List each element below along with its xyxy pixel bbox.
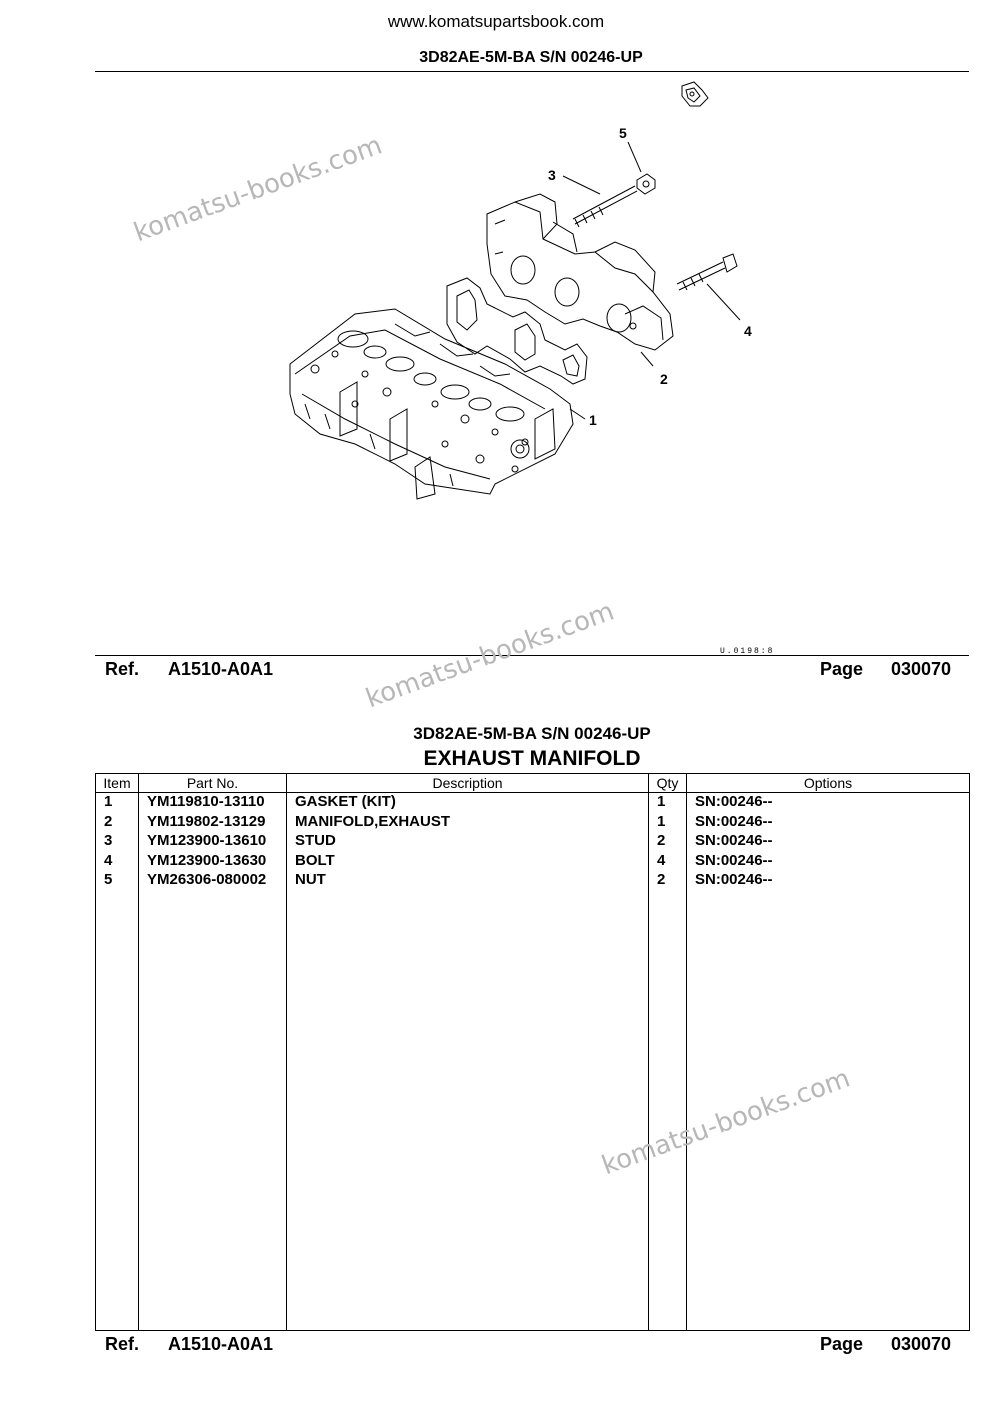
cell-part-no: YM123900-13610 (139, 832, 287, 852)
cell-qty: 1 (649, 813, 687, 833)
col-header-description: Description (287, 774, 649, 793)
ref-label-upper: Ref. (105, 659, 140, 679)
table-row (96, 832, 970, 852)
leader-line-5 (628, 142, 641, 172)
header-rule (95, 71, 969, 72)
callout-5: 5 (619, 125, 627, 141)
cell-item: 4 (96, 852, 139, 872)
cylinder-head-part (290, 309, 573, 499)
cell-part-no: YM119810-13110 (139, 793, 287, 813)
cell-description: NUT (287, 871, 649, 891)
cell-qty: 2 (649, 832, 687, 852)
cell-part-no: YM119802-13129 (139, 813, 287, 833)
cell-qty: 1 (649, 793, 687, 813)
cell-options: SN:00246-- (687, 832, 970, 852)
nut-part (637, 174, 655, 194)
cell-description: STUD (287, 832, 649, 852)
col-header-qty: Qty (649, 774, 687, 793)
cell-item: 1 (96, 793, 139, 813)
col-header-options: Options (687, 774, 970, 793)
ref-value-lower: A1510-A0A1 (168, 1334, 274, 1354)
header-title: 3D82AE-5M-BA S/N 00246-UP (419, 49, 643, 66)
section-model: 3D82AE-5M-BA S/N 00246-UP (413, 724, 651, 743)
col-header-item: Item (96, 774, 139, 793)
section-title: EXHAUST MANIFOLD (423, 747, 641, 770)
exploded-diagram (95, 74, 969, 654)
cell-options: SN:00246-- (687, 793, 970, 813)
cell-part-no: YM26306-080002 (139, 871, 287, 891)
diagram-code: U.0198:8 (720, 647, 775, 656)
table-row (96, 813, 970, 833)
watermark-3: komatsu-books.com (598, 1063, 855, 1182)
leader-line-4 (707, 284, 740, 320)
cell-options: SN:00246-- (687, 852, 970, 872)
table-row (96, 793, 970, 813)
table-header-row (96, 774, 970, 793)
table-filler-row (96, 891, 970, 1331)
cell-description: GASKET (KIT) (287, 793, 649, 813)
table-row (96, 852, 970, 872)
stud-part (573, 186, 637, 227)
cell-qty: 2 (649, 871, 687, 891)
cell-options: SN:00246-- (687, 871, 970, 891)
parts-table (95, 773, 970, 1331)
cell-item: 3 (96, 832, 139, 852)
cell-part-no: YM123900-13630 (139, 852, 287, 872)
leader-line-2 (641, 352, 653, 366)
cell-item: 2 (96, 813, 139, 833)
watermark-1: komatsu-books.com (130, 130, 387, 249)
watermark-2: komatsu-books.com (362, 596, 619, 715)
col-header-part-no: Part No. (139, 774, 287, 793)
callout-3: 3 (548, 167, 556, 183)
table-row (96, 871, 970, 891)
gasket-part (447, 278, 587, 384)
page-label-lower: Page (820, 1334, 864, 1354)
cell-options: SN:00246-- (687, 813, 970, 833)
ref-value-upper: A1510-A0A1 (168, 659, 274, 679)
site-url: www.komatsupartsbook.com (387, 12, 605, 31)
cell-description: BOLT (287, 852, 649, 872)
page-value-lower: 030070 (891, 1334, 952, 1354)
callout-4: 4 (744, 323, 752, 339)
page-value-upper: 030070 (891, 659, 952, 679)
manifold-part (487, 194, 673, 350)
bracket-part (682, 82, 708, 106)
leader-line-3 (563, 176, 600, 194)
page-label-upper: Page (820, 659, 864, 679)
cell-qty: 4 (649, 852, 687, 872)
ref-label-lower: Ref. (105, 1334, 140, 1354)
callout-1: 1 (589, 412, 597, 428)
cell-item: 5 (96, 871, 139, 891)
callout-2: 2 (660, 371, 668, 387)
cell-description: MANIFOLD,EXHAUST (287, 813, 649, 833)
